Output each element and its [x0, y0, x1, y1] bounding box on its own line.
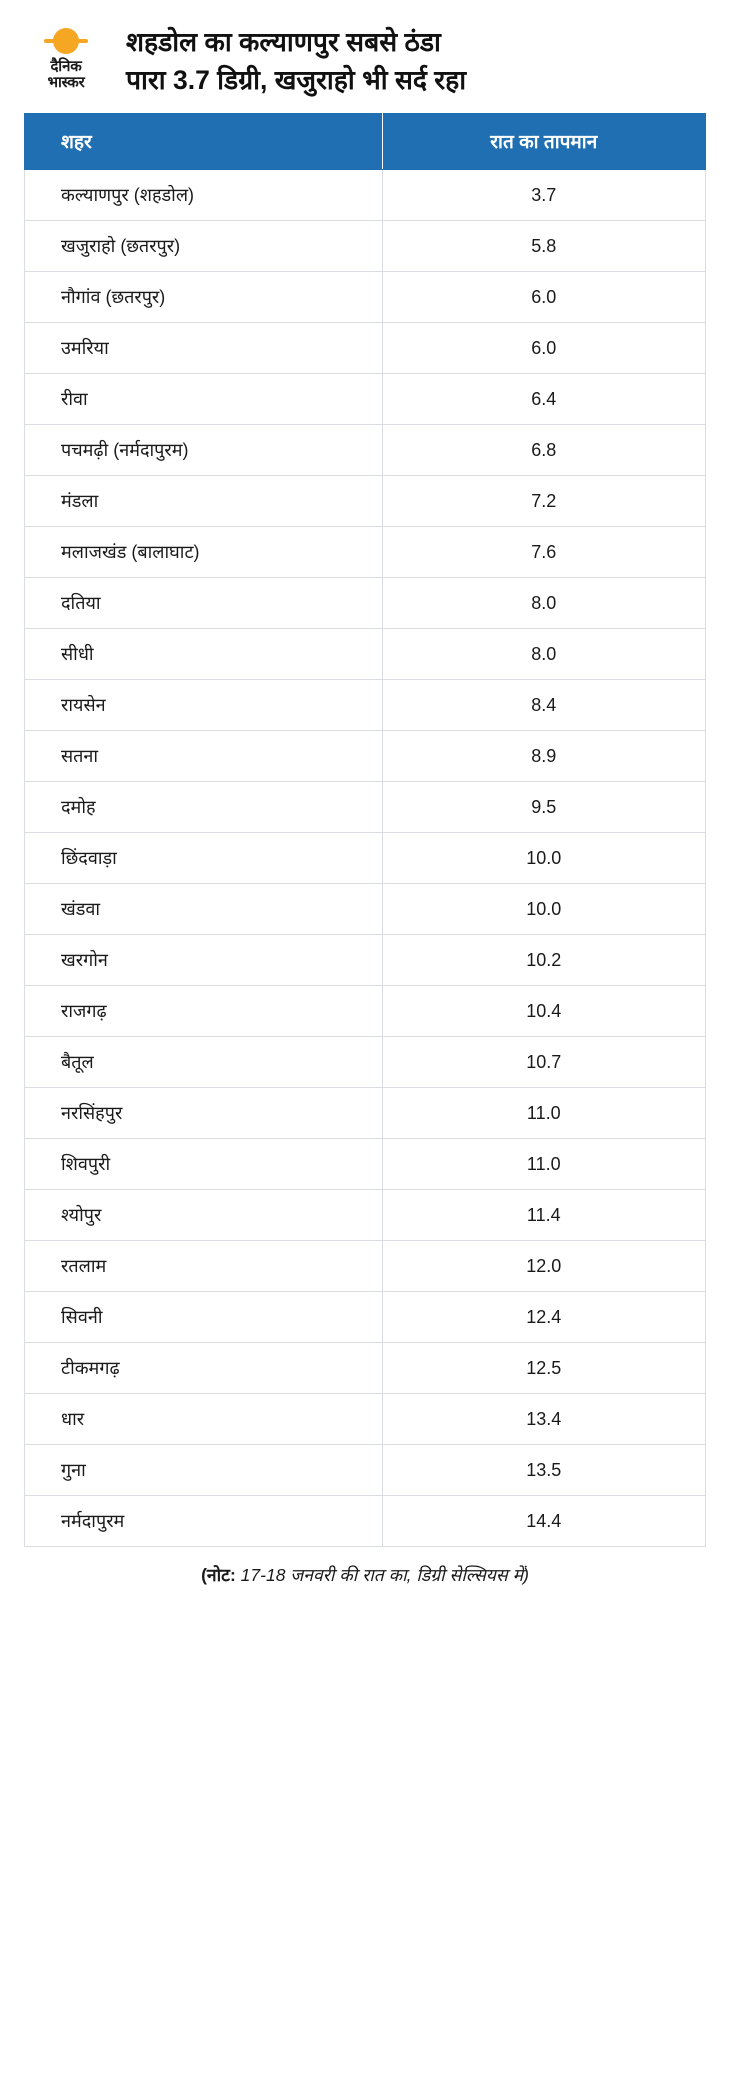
table-row	[25, 1190, 706, 1241]
cell-temperature: 5.8	[382, 221, 705, 272]
brand-name-line2: भास्कर	[47, 74, 85, 91]
table-row	[25, 986, 706, 1037]
cell-temperature: 6.8	[382, 425, 705, 476]
table-row	[25, 221, 706, 272]
cell-city: सिवनी	[25, 1292, 383, 1343]
cell-temperature: 7.6	[382, 527, 705, 578]
table-row	[25, 731, 706, 782]
table-row	[25, 1037, 706, 1088]
cell-temperature: 8.0	[382, 578, 705, 629]
cell-city: खजुराहो (छतरपुर)	[25, 221, 383, 272]
cell-temperature: 10.2	[382, 935, 705, 986]
temperature-table	[24, 113, 706, 1547]
table-header-row	[25, 114, 706, 170]
cell-temperature: 12.0	[382, 1241, 705, 1292]
cell-city: सतना	[25, 731, 383, 782]
cell-temperature: 11.0	[382, 1088, 705, 1139]
page-title	[126, 22, 706, 99]
cell-city: मंडला	[25, 476, 383, 527]
cell-temperature: 10.4	[382, 986, 705, 1037]
table-row	[25, 425, 706, 476]
footnote-label: (नोट:	[201, 1565, 236, 1586]
table-row	[25, 629, 706, 680]
cell-city: राजगढ़	[25, 986, 383, 1037]
cell-temperature: 10.0	[382, 884, 705, 935]
cell-city: कल्याणपुर (शहडोल)	[25, 170, 383, 221]
table-row	[25, 578, 706, 629]
table-row	[25, 680, 706, 731]
table-row	[25, 1496, 706, 1547]
table-row	[25, 1394, 706, 1445]
table-row	[25, 272, 706, 323]
table-row	[25, 1445, 706, 1496]
footnote-text: 17-18 जनवरी की रात का, डिग्री सेल्सियस में)	[240, 1565, 529, 1586]
headline-line-1: शहडोल का कल्याणपुर सबसे ठंडा	[126, 27, 441, 57]
headline-line-2: पारा 3.7 डिग्री, खजुराहो भी सर्द रहा	[126, 64, 467, 95]
cell-temperature: 10.7	[382, 1037, 705, 1088]
cell-temperature: 14.4	[382, 1496, 705, 1547]
cell-city: टीकमगढ़	[25, 1343, 383, 1394]
sun-icon	[53, 28, 79, 54]
cell-city: शिवपुरी	[25, 1139, 383, 1190]
cell-temperature: 9.5	[382, 782, 705, 833]
cell-city: दमोह	[25, 782, 383, 833]
table-row	[25, 170, 706, 221]
cell-city: रतलाम	[25, 1241, 383, 1292]
cell-city: खरगोन	[25, 935, 383, 986]
cell-city: गुना	[25, 1445, 383, 1496]
column-header-temperature: रात का तापमान	[382, 114, 705, 170]
cell-temperature: 12.5	[382, 1343, 705, 1394]
cell-temperature: 8.9	[382, 731, 705, 782]
cell-temperature: 8.0	[382, 629, 705, 680]
cell-temperature: 11.0	[382, 1139, 705, 1190]
cell-city: छिंदवाड़ा	[25, 833, 383, 884]
table-row	[25, 1292, 706, 1343]
cell-city: श्योपुर	[25, 1190, 383, 1241]
table-row	[25, 374, 706, 425]
cell-temperature: 10.0	[382, 833, 705, 884]
cell-temperature: 6.4	[382, 374, 705, 425]
cell-temperature: 12.4	[382, 1292, 705, 1343]
table-row	[25, 833, 706, 884]
cell-temperature: 8.4	[382, 680, 705, 731]
brand-logo	[24, 22, 108, 90]
header	[24, 22, 706, 113]
table-row	[25, 782, 706, 833]
cell-city: उमरिया	[25, 323, 383, 374]
cell-city: धार	[25, 1394, 383, 1445]
cell-city: सीधी	[25, 629, 383, 680]
cell-city: बैतूल	[25, 1037, 383, 1088]
table-row	[25, 1241, 706, 1292]
table-row	[25, 323, 706, 374]
cell-temperature: 6.0	[382, 323, 705, 374]
cell-temperature: 7.2	[382, 476, 705, 527]
brand-name-line1: दैनिक	[50, 58, 82, 75]
cell-temperature: 3.7	[382, 170, 705, 221]
cell-temperature: 6.0	[382, 272, 705, 323]
table-header	[25, 114, 706, 170]
cell-temperature: 13.5	[382, 1445, 705, 1496]
table-row	[25, 1139, 706, 1190]
cell-city: दतिया	[25, 578, 383, 629]
table-row	[25, 884, 706, 935]
table-body	[25, 170, 706, 1547]
cell-temperature: 13.4	[382, 1394, 705, 1445]
cell-city: पचमढ़ी (नर्मदापुरम)	[25, 425, 383, 476]
column-header-city: शहर	[25, 114, 383, 170]
cell-city: खंडवा	[25, 884, 383, 935]
table-row	[25, 935, 706, 986]
cell-city: नरसिंहपुर	[25, 1088, 383, 1139]
table-row	[25, 1343, 706, 1394]
cell-city: मलाजखंड (बालाघाट)	[25, 527, 383, 578]
table-row	[25, 1088, 706, 1139]
cell-city: रायसेन	[25, 680, 383, 731]
cell-city: रीवा	[25, 374, 383, 425]
table-row	[25, 476, 706, 527]
table-row	[25, 527, 706, 578]
cell-city: नौगांव (छतरपुर)	[25, 272, 383, 323]
cell-city: नर्मदापुरम	[25, 1496, 383, 1547]
footnote	[24, 1547, 706, 1587]
cell-temperature: 11.4	[382, 1190, 705, 1241]
